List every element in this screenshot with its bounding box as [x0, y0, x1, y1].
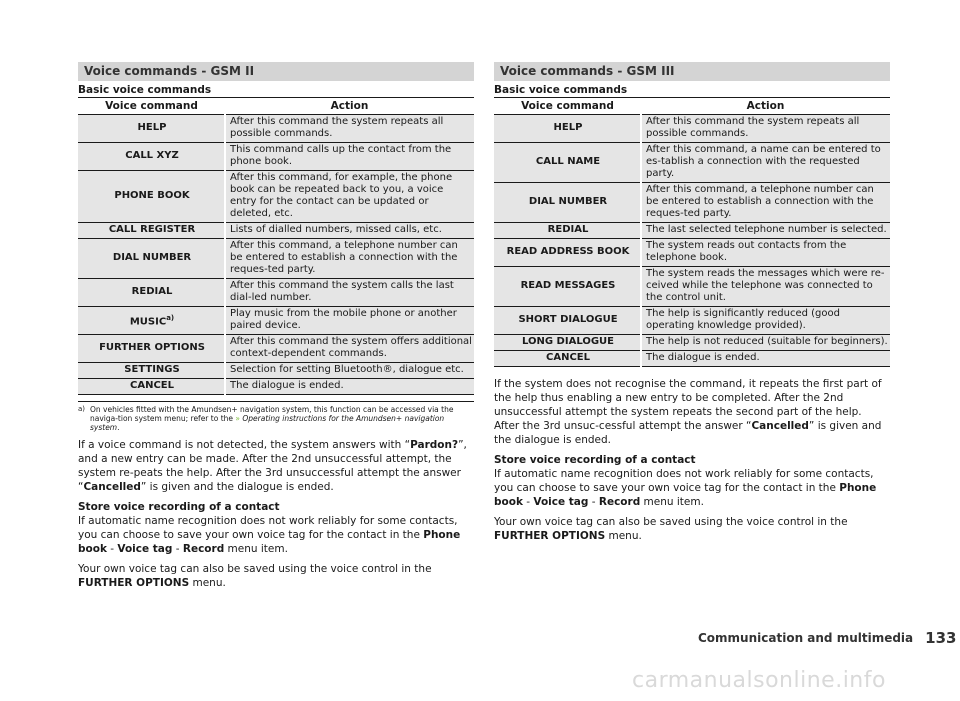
- paragraph-store-voice: Store voice recording of a contact If automatic name recognition does not work reliably for some contacts, you can choose to save your own voice tag for the contact in the Phone book - Voice tag - Record menu item.: [78, 501, 461, 555]
- action-cell: Play music from the mobile phone or another paired device.: [225, 307, 474, 335]
- voice-command-cell: CALL XYZ: [78, 143, 225, 171]
- chapter-title: Communication and multimedia: [698, 631, 914, 645]
- action-cell: After this command, a telephone number can be entered to establish a connection with the reques-ted party.: [641, 183, 890, 223]
- voice-command-cell: READ ADDRESS BOOK: [494, 239, 641, 267]
- section-title: Voice commands - GSM III: [494, 62, 890, 81]
- action-cell: The system reads the messages which were re-ceived while the telephone was connected to the control unit.: [641, 267, 890, 307]
- voice-command-cell: REDIAL: [494, 223, 641, 239]
- action-cell: After this command, a name can be entered to es-tablish a connection with the requested party.: [641, 143, 890, 183]
- footnote-mark: a): [78, 405, 86, 413]
- action-cell: The dialogue is ended.: [641, 351, 890, 367]
- voice-command-cell: REDIAL: [78, 279, 225, 307]
- paragraph-own-voice-tag: Your own voice tag can also be saved using the voice control in the FURTHER OPTIONS menu.: [494, 516, 848, 542]
- voice-command-cell: LONG DIALOGUE: [494, 335, 641, 351]
- voice-command-cell: PHONE BOOK: [78, 171, 225, 223]
- right-column: [494, 62, 890, 543]
- action-cell: The system reads out contacts from the telephone book.: [641, 239, 890, 267]
- section-title: Voice commands - GSM II: [78, 62, 474, 81]
- voice-command-cell: FURTHER OPTIONS: [78, 335, 225, 363]
- table-row: [78, 223, 474, 239]
- table-row: [494, 239, 890, 267]
- action-cell: Selection for setting Bluetooth®, dialogue etc.: [225, 363, 474, 379]
- table-row: [494, 143, 890, 183]
- table-row: [494, 115, 890, 143]
- table-caption: Basic voice commands: [494, 84, 628, 96]
- store-heading: Store voice recording of a contact: [78, 501, 280, 513]
- voice-commands-table: [494, 97, 890, 367]
- watermark: carmanualsonline.info: [632, 668, 886, 693]
- action-cell: After this command the system repeats all possible commands.: [225, 115, 474, 143]
- column-header-action: Action: [641, 98, 890, 115]
- store-heading: Store voice recording of a contact: [494, 454, 696, 466]
- action-cell: After this command the system offers additional context-dependent commands.: [225, 335, 474, 363]
- page-footer: [698, 629, 956, 647]
- voice-command-cell: CANCEL: [78, 379, 225, 395]
- table-row: [494, 183, 890, 223]
- action-cell: The help is not reduced (suitable for beginners).: [641, 335, 890, 351]
- table-caption: Basic voice commands: [78, 84, 212, 96]
- table-row: [78, 363, 474, 379]
- page-number: 133: [925, 629, 957, 647]
- action-cell: Lists of dialled numbers, missed calls, etc.: [225, 223, 474, 239]
- column-header-action: Action: [225, 98, 474, 115]
- voice-command-cell: READ MESSAGES: [494, 267, 641, 307]
- table-row: [494, 335, 890, 351]
- table-body: [494, 115, 890, 367]
- voice-command-cell: SHORT DIALOGUE: [494, 307, 641, 335]
- footnote-text: On vehicles fitted with the Amundsen+ navigation system, this function can be accessed via the naviga-tion system menu; refer to the » Operating instructions for the Amundsen+ navigation system.: [90, 405, 454, 432]
- voice-command-cell: DIAL NUMBER: [494, 183, 641, 223]
- action-cell: This command calls up the contact from the phone book.: [225, 143, 474, 171]
- action-cell: After this command the system repeats all possible commands.: [641, 115, 890, 143]
- table-row: [78, 115, 474, 143]
- action-cell: The help is significantly reduced (good operating knowledge provided).: [641, 307, 890, 335]
- left-column: [78, 62, 474, 590]
- voice-command-cell: HELP: [78, 115, 225, 143]
- footnote-link[interactable]: Operating instructions for the Amundsen+ navigation system: [90, 414, 445, 432]
- table-row: [78, 307, 474, 335]
- voice-command-cell: CALL REGISTER: [78, 223, 225, 239]
- paragraph-not-recognised: If the system does not recognise the command, it repeats the first part of the help thus enabling a new entry to be completed. After the 2nd unsuccessful attempt the system repeats the second part of the help. After the 3rd unsuc-cessful attempt the answer “Cancelled” is given and the dialogue is ended.: [494, 378, 882, 446]
- table-row: [494, 223, 890, 239]
- voice-command-cell: DIAL NUMBER: [78, 239, 225, 279]
- column-header-command: Voice command: [78, 98, 225, 115]
- action-cell: The last selected telephone number is selected.: [641, 223, 890, 239]
- action-cell: After this command, a telephone number can be entered to establish a connection with the reques-ted party.: [225, 239, 474, 279]
- paragraph-store-voice: Store voice recording of a contact If automatic name recognition does not work reliably for some contacts, you can choose to save your own voice tag for the contact in the Phone book - Voice tag - Record menu item.: [494, 454, 877, 508]
- voice-command-cell: CALL NAME: [494, 143, 641, 183]
- voice-command-cell: HELP: [494, 115, 641, 143]
- link-arrow-icon: »: [235, 414, 240, 423]
- table-row: [78, 279, 474, 307]
- action-cell: The dialogue is ended.: [225, 379, 474, 395]
- paragraph-not-detected: If a voice command is not detected, the system answers with “Pardon?”, and a new entry can be made. After the 2nd unsuccessful attempt, the system re-peats the help. After the 3rd unsuccessful attempt the answer “Cancelled” is given and the dialogue is ended.: [78, 439, 467, 493]
- table-body: [78, 115, 474, 395]
- voice-command-cell: CANCEL: [494, 351, 641, 367]
- paragraph-own-voice-tag: Your own voice tag can also be saved using the voice control in the FURTHER OPTIONS menu.: [78, 563, 432, 589]
- footnote: [78, 401, 474, 432]
- table-row: [494, 267, 890, 307]
- voice-command-cell: MUSIC$^{a)}$: [78, 307, 225, 335]
- table-row: [494, 351, 890, 367]
- table-row: [78, 335, 474, 363]
- voice-command-cell: SETTINGS: [78, 363, 225, 379]
- voice-commands-table: [78, 97, 474, 395]
- table-row: [78, 239, 474, 279]
- table-row: [78, 379, 474, 395]
- action-cell: After this command the system calls the last dial-led number.: [225, 279, 474, 307]
- table-row: [78, 143, 474, 171]
- action-cell: After this command, for example, the phone book can be repeated back to you, a voice entry for the contact can be updated or deleted, etc.: [225, 171, 474, 223]
- table-row: [78, 171, 474, 223]
- table-row: [494, 307, 890, 335]
- column-header-command: Voice command: [494, 98, 641, 115]
